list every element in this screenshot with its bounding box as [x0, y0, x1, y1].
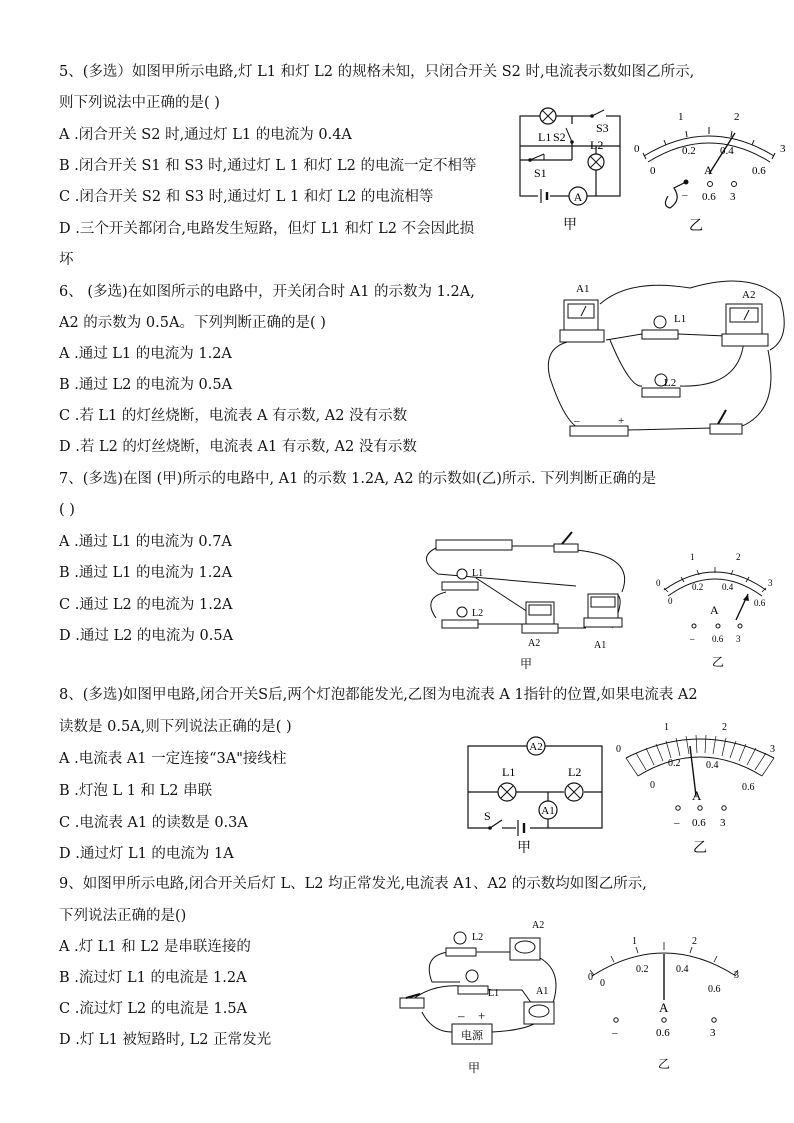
svg-text:0: 0: [668, 596, 673, 606]
svg-text:0.6: 0.6: [656, 1027, 670, 1039]
q6-option-b: B .通过 L2 的电流为 0.5A: [59, 377, 233, 393]
svg-text:0.6: 0.6: [692, 817, 706, 829]
q7-lamp-l2: [442, 607, 483, 628]
svg-text:0: 0: [588, 972, 593, 983]
svg-text:A2: A2: [528, 638, 541, 649]
svg-text:A: A: [659, 1000, 669, 1015]
svg-text:–: –: [674, 817, 680, 829]
q7-figure-label-left: 甲: [519, 657, 533, 671]
svg-text:0: 0: [616, 744, 621, 755]
q6-battery: [570, 415, 628, 436]
q6-stem-line-1: 6、 (多选)在如图所示的电路中，开关闭合时 A1 的示数为 1.2A,: [59, 284, 475, 300]
svg-text:2: 2: [692, 936, 697, 947]
svg-text:3: 3: [768, 578, 773, 588]
svg-text:A1: A1: [594, 640, 607, 651]
q7-option-c: C .通过 L2 的电流为 1.2A: [59, 597, 233, 613]
q8-figure-label-right: 乙: [693, 841, 707, 856]
svg-text:L1: L1: [488, 988, 500, 999]
q9-figure-label-right: 乙: [657, 1057, 671, 1071]
svg-text:0: 0: [650, 780, 655, 791]
q6-lamp-l1: [642, 313, 686, 339]
q9-option-d: D .灯 L1 被短路时, L2 正常发光: [59, 1032, 272, 1048]
q6-option-d: D .若 L2 的灯丝烧断，电流表 A1 有示数, A2 没有示数: [59, 439, 417, 455]
svg-text:L1: L1: [502, 765, 516, 779]
q5-label-l1: L1: [538, 130, 552, 144]
q9-meter-dial: [584, 930, 754, 1072]
q5-label-l2: L2: [590, 138, 604, 152]
svg-text:–: –: [682, 189, 688, 201]
q5-meter-dial: [624, 108, 794, 236]
q9-power-supply: [452, 1008, 492, 1044]
q9-switch: [400, 994, 424, 1008]
q6-lamp-l2: [642, 374, 680, 397]
svg-text:3: 3: [780, 143, 786, 155]
q7-figure-label-right: 乙: [711, 655, 725, 669]
svg-text:L2: L2: [472, 932, 484, 943]
q7-meter-dial: [650, 548, 780, 670]
svg-text:A: A: [710, 603, 719, 617]
q9-stem-line-1: 9、如图甲所示电路,闭合开关后灯 L、L2 均正常发光,电流表 A1、A2 的示数均如图乙所示,: [59, 876, 647, 892]
q8-stem-line-2: 读数是 0.5A,则下列说法正确的是( ): [59, 719, 292, 735]
svg-text:3: 3: [710, 1027, 716, 1039]
q5-switch-s3: [590, 110, 606, 121]
q5-ammeter: [569, 187, 587, 205]
svg-text:L1: L1: [472, 568, 484, 579]
svg-text:–: –: [458, 1008, 465, 1023]
svg-text:A1: A1: [576, 283, 590, 295]
q8-circuit-diagram: [462, 732, 610, 858]
q5-option-d-continued: 坏: [59, 252, 74, 268]
q5-option-a: A .闭合开关 S2 时,通过灯 L1 的电流为 0.4A: [59, 127, 352, 143]
q6-option-c: C .若 L1 的灯丝烧断，电流表 A 有示数, A2 没有示数: [59, 408, 408, 424]
q7-ammeter-a1: [584, 594, 622, 651]
svg-text:0.4: 0.4: [706, 760, 719, 771]
q6-ammeter-a2: [722, 289, 768, 346]
q6-ammeter-a1: [560, 283, 604, 342]
q8-option-b: B .灯泡 L 1 和 L2 串联: [59, 783, 213, 799]
q5-option-d: D .三个开关都闭合,电路发生短路，但灯 L1 和灯 L2 不会因此损: [59, 221, 475, 237]
q7-option-b: B .通过 L1 的电流为 1.2A: [59, 565, 233, 581]
q5-switch-s1: [528, 154, 544, 164]
q5-label-s1: S1: [534, 166, 547, 180]
svg-text:A: A: [692, 788, 702, 803]
q5-stem-line-1: 5、(多选）如图甲所示电路,灯 L1 和灯 L2 的规格未知，只闭合开关 S2 时,电流表示数如图乙所示,: [59, 64, 695, 80]
q5-label-s3: S3: [596, 121, 609, 135]
q5-battery: [538, 188, 550, 204]
svg-text:A2: A2: [742, 289, 756, 301]
q9-circuit-photo: [392, 912, 570, 1076]
q5-lamp-l2: [588, 154, 604, 170]
q7-stem-line-2: ( ): [59, 502, 75, 518]
svg-text:0: 0: [600, 978, 605, 989]
q6-stem-line-2: A2 的示数为 0.5A。下列判断正确的是( ): [59, 315, 326, 331]
q7-switch: [554, 532, 578, 552]
svg-text:0.2: 0.2: [668, 758, 681, 769]
q5-circuit-diagram: [512, 102, 630, 232]
svg-text:A2: A2: [529, 741, 543, 753]
q8-stem-line-1: 8、(多选)如图甲电路,闭合开关S后,两个灯泡都能发光,乙图为电流表 A 1指针的位置,如果电流表 A2: [59, 687, 698, 703]
q5-figure-label-right: 乙: [689, 219, 703, 234]
q5-option-b: B .闭合开关 S1 和 S3 时,通过灯 L 1 和灯 L2 的电流一定不相等: [59, 158, 477, 174]
q8-switch-s: [484, 809, 502, 830]
svg-text:S: S: [484, 809, 491, 823]
svg-text:0.2: 0.2: [682, 145, 696, 157]
q7-battery: [436, 540, 512, 550]
q6-circuit-photo: [530, 278, 792, 444]
svg-text:0.2: 0.2: [636, 964, 649, 975]
q5-label-s2: S2: [553, 130, 566, 144]
q7-option-a: A .通过 L1 的电流为 0.7A: [59, 534, 232, 550]
svg-text:A1: A1: [541, 805, 555, 817]
q8-ammeter-a1: [539, 801, 557, 819]
q5-option-c: C .闭合开关 S2 和 S3 时,通过灯 L 1 和灯 L2 的电流相等: [59, 189, 434, 205]
svg-text:L2: L2: [472, 608, 484, 619]
q9-option-b: B .流过灯 L1 的电流是 1.2A: [59, 970, 247, 986]
svg-text:3: 3: [734, 970, 739, 981]
svg-text:3: 3: [736, 634, 741, 644]
q8-battery: [502, 820, 524, 836]
q9-figure-label-left: 甲: [467, 1061, 481, 1075]
q8-meter-dial: [612, 716, 782, 856]
svg-text:1: 1: [690, 552, 695, 562]
q5-lamp-l1: [540, 108, 556, 124]
svg-text:电源: 电源: [461, 1030, 483, 1042]
q5-stem-line-2: 则下列说法中正确的是( ): [59, 95, 220, 111]
svg-text:A2: A2: [532, 920, 545, 931]
q5-figure-label-left: 甲: [563, 218, 577, 232]
svg-text:1: 1: [632, 936, 637, 947]
q8-option-d: D .通过灯 L1 的电流为 1A: [59, 846, 234, 862]
svg-text:+: +: [478, 1008, 486, 1023]
q9-ammeter-a2: [510, 920, 544, 960]
q9-option-c: C .流过灯 L2 的电流是 1.5A: [59, 1001, 248, 1017]
q7-stem-line-1: 7、(多选)在图 (甲)所示的电路中, A1 的示数 1.2A, A2 的示数如(乙)所示. 下列判断正确的是: [59, 471, 657, 487]
q7-ammeter-a2: [522, 602, 558, 649]
svg-text:2: 2: [736, 552, 741, 562]
svg-text:0.6: 0.6: [752, 165, 766, 177]
svg-text:0.6: 0.6: [754, 598, 766, 608]
svg-text:2: 2: [722, 722, 727, 733]
svg-text:2: 2: [734, 111, 740, 123]
svg-text:A: A: [573, 190, 583, 204]
svg-text:3: 3: [770, 744, 775, 755]
q7-circuit-photo: [416, 528, 634, 673]
svg-text:–: –: [690, 634, 695, 644]
q9-option-a: A .灯 L1 和 L2 是串联连接的: [59, 939, 251, 955]
svg-text:3: 3: [730, 191, 736, 203]
svg-text:L1: L1: [674, 313, 687, 325]
svg-text:3: 3: [720, 817, 726, 829]
q8-figure-label-left: 甲: [517, 841, 531, 856]
svg-text:0.6: 0.6: [712, 634, 724, 644]
q5-switch-s2: [566, 124, 577, 144]
svg-text:0.6: 0.6: [702, 191, 716, 203]
q6-option-a: A .通过 L1 的电流为 1.2A: [59, 346, 232, 362]
svg-text:0.6: 0.6: [708, 984, 721, 995]
svg-text:1: 1: [678, 111, 684, 123]
svg-text:0.4: 0.4: [720, 145, 734, 157]
q8-ammeter-a2: [527, 737, 545, 755]
svg-text:0: 0: [634, 143, 640, 155]
svg-text:1: 1: [664, 722, 669, 733]
q8-option-c: C .电流表 A1 的读数是 0.3A: [59, 815, 248, 831]
svg-text:A1: A1: [536, 986, 549, 997]
svg-text:0.6: 0.6: [742, 782, 755, 793]
q8-lamp-l2: [565, 765, 583, 801]
svg-text:–: –: [574, 415, 580, 427]
q8-option-a: A .电流表 A1 一定连接“3A"接线柱: [59, 751, 287, 767]
svg-text:+: +: [618, 415, 625, 427]
svg-text:L2: L2: [664, 377, 677, 389]
q9-lamp-l1: [458, 970, 499, 999]
svg-text:0.4: 0.4: [722, 582, 734, 592]
svg-text:A: A: [704, 163, 713, 177]
q7-option-d: D .通过 L2 的电流为 0.5A: [59, 628, 234, 644]
q6-switch: [710, 410, 742, 434]
svg-text:–: –: [612, 1027, 618, 1039]
svg-text:0: 0: [656, 578, 661, 588]
svg-text:0.2: 0.2: [692, 582, 704, 592]
q9-ammeter-a1: [524, 986, 554, 1024]
q8-lamp-l1: [498, 765, 516, 801]
q9-stem-line-2: 下列说法正确的是(): [59, 908, 187, 924]
svg-text:0: 0: [650, 165, 656, 177]
svg-text:0.4: 0.4: [676, 964, 689, 975]
svg-text:L2: L2: [568, 765, 582, 779]
